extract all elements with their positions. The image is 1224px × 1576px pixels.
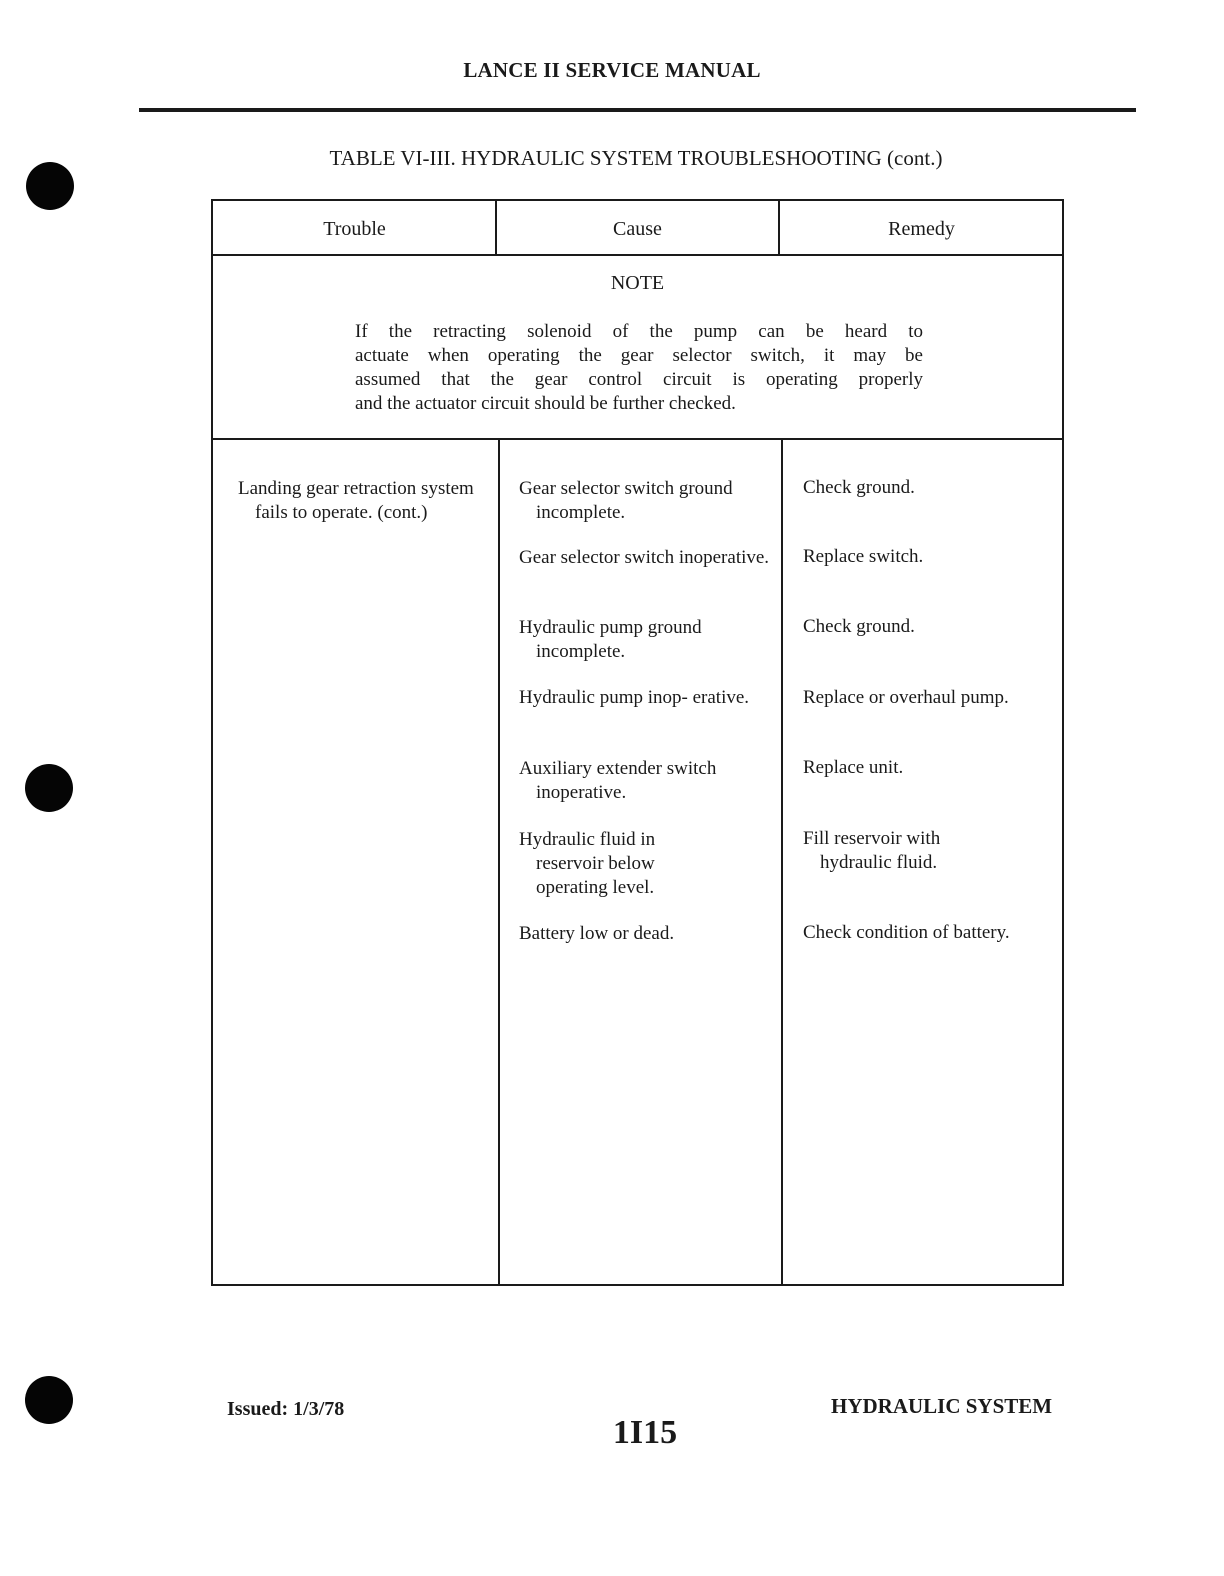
remedy-cell: Fill reservoir with hydraulic fluid.: [803, 828, 941, 873]
remedy-cell: Replace switch.: [803, 546, 924, 567]
column-divider: [495, 201, 497, 254]
page-number: 1I15: [612, 1414, 678, 1451]
note-box: [213, 256, 1062, 440]
binder-hole: [25, 1376, 73, 1424]
column-header-cause: Cause: [613, 218, 662, 240]
note-line: assumed that the gear control circuit is operating properly: [355, 369, 923, 390]
cause-cell: Gear selector switch inoperative.: [519, 547, 770, 568]
column-divider: [778, 201, 780, 254]
column-header-trouble: Trouble: [323, 218, 386, 240]
header-rule: [139, 108, 1136, 112]
column-divider: [781, 440, 783, 1284]
cause-cell: Hydraulic pump inop- erative.: [519, 687, 750, 708]
footer-section-title: HYDRAULIC SYSTEM: [831, 1394, 1053, 1418]
cause-cell: Hydraulic fluid in reservoir below operating level.: [519, 829, 656, 898]
remedy-cell: Replace unit.: [803, 757, 904, 778]
note-line: If the retracting solenoid of the pump can be heard to: [355, 321, 923, 342]
footer-issued: [227, 1398, 344, 1421]
column-divider: [498, 440, 500, 1284]
column-header-remedy: Remedy: [888, 218, 955, 240]
manual-title: LANCE II SERVICE MANUAL: [463, 58, 761, 82]
remedy-cell: Check condition of battery.: [803, 922, 1010, 943]
trouble-cell: Landing gear retraction system fails to operate. (cont.): [238, 478, 474, 523]
table-caption: TABLE VI-III. HYDRAULIC SYSTEM TROUBLESHOOTING (cont.): [329, 146, 943, 170]
note-line: actuate when operating the gear selector switch, it may be: [355, 345, 923, 366]
note-line: and the actuator circuit should be further checked.: [355, 393, 736, 414]
troubleshooting-table: [211, 199, 1064, 1286]
issued-label: Issued:: [227, 1398, 289, 1420]
remedy-cell: Check ground.: [803, 616, 915, 637]
note-heading: NOTE: [610, 272, 665, 294]
table-header-row: [213, 201, 1062, 256]
cause-cell: Battery low or dead.: [519, 923, 675, 944]
cause-cell: Hydraulic pump ground incomplete.: [519, 617, 702, 662]
cause-cell: Auxiliary extender switch inoperative.: [519, 758, 717, 803]
binder-hole: [25, 764, 73, 812]
remedy-cell: Check ground.: [803, 477, 915, 498]
issued-date: 1/3/78: [293, 1398, 345, 1420]
note-text: [355, 320, 923, 416]
remedy-cell: Replace or overhaul pump.: [803, 687, 1009, 708]
cause-cell: Gear selector switch ground incomplete.: [519, 478, 733, 523]
